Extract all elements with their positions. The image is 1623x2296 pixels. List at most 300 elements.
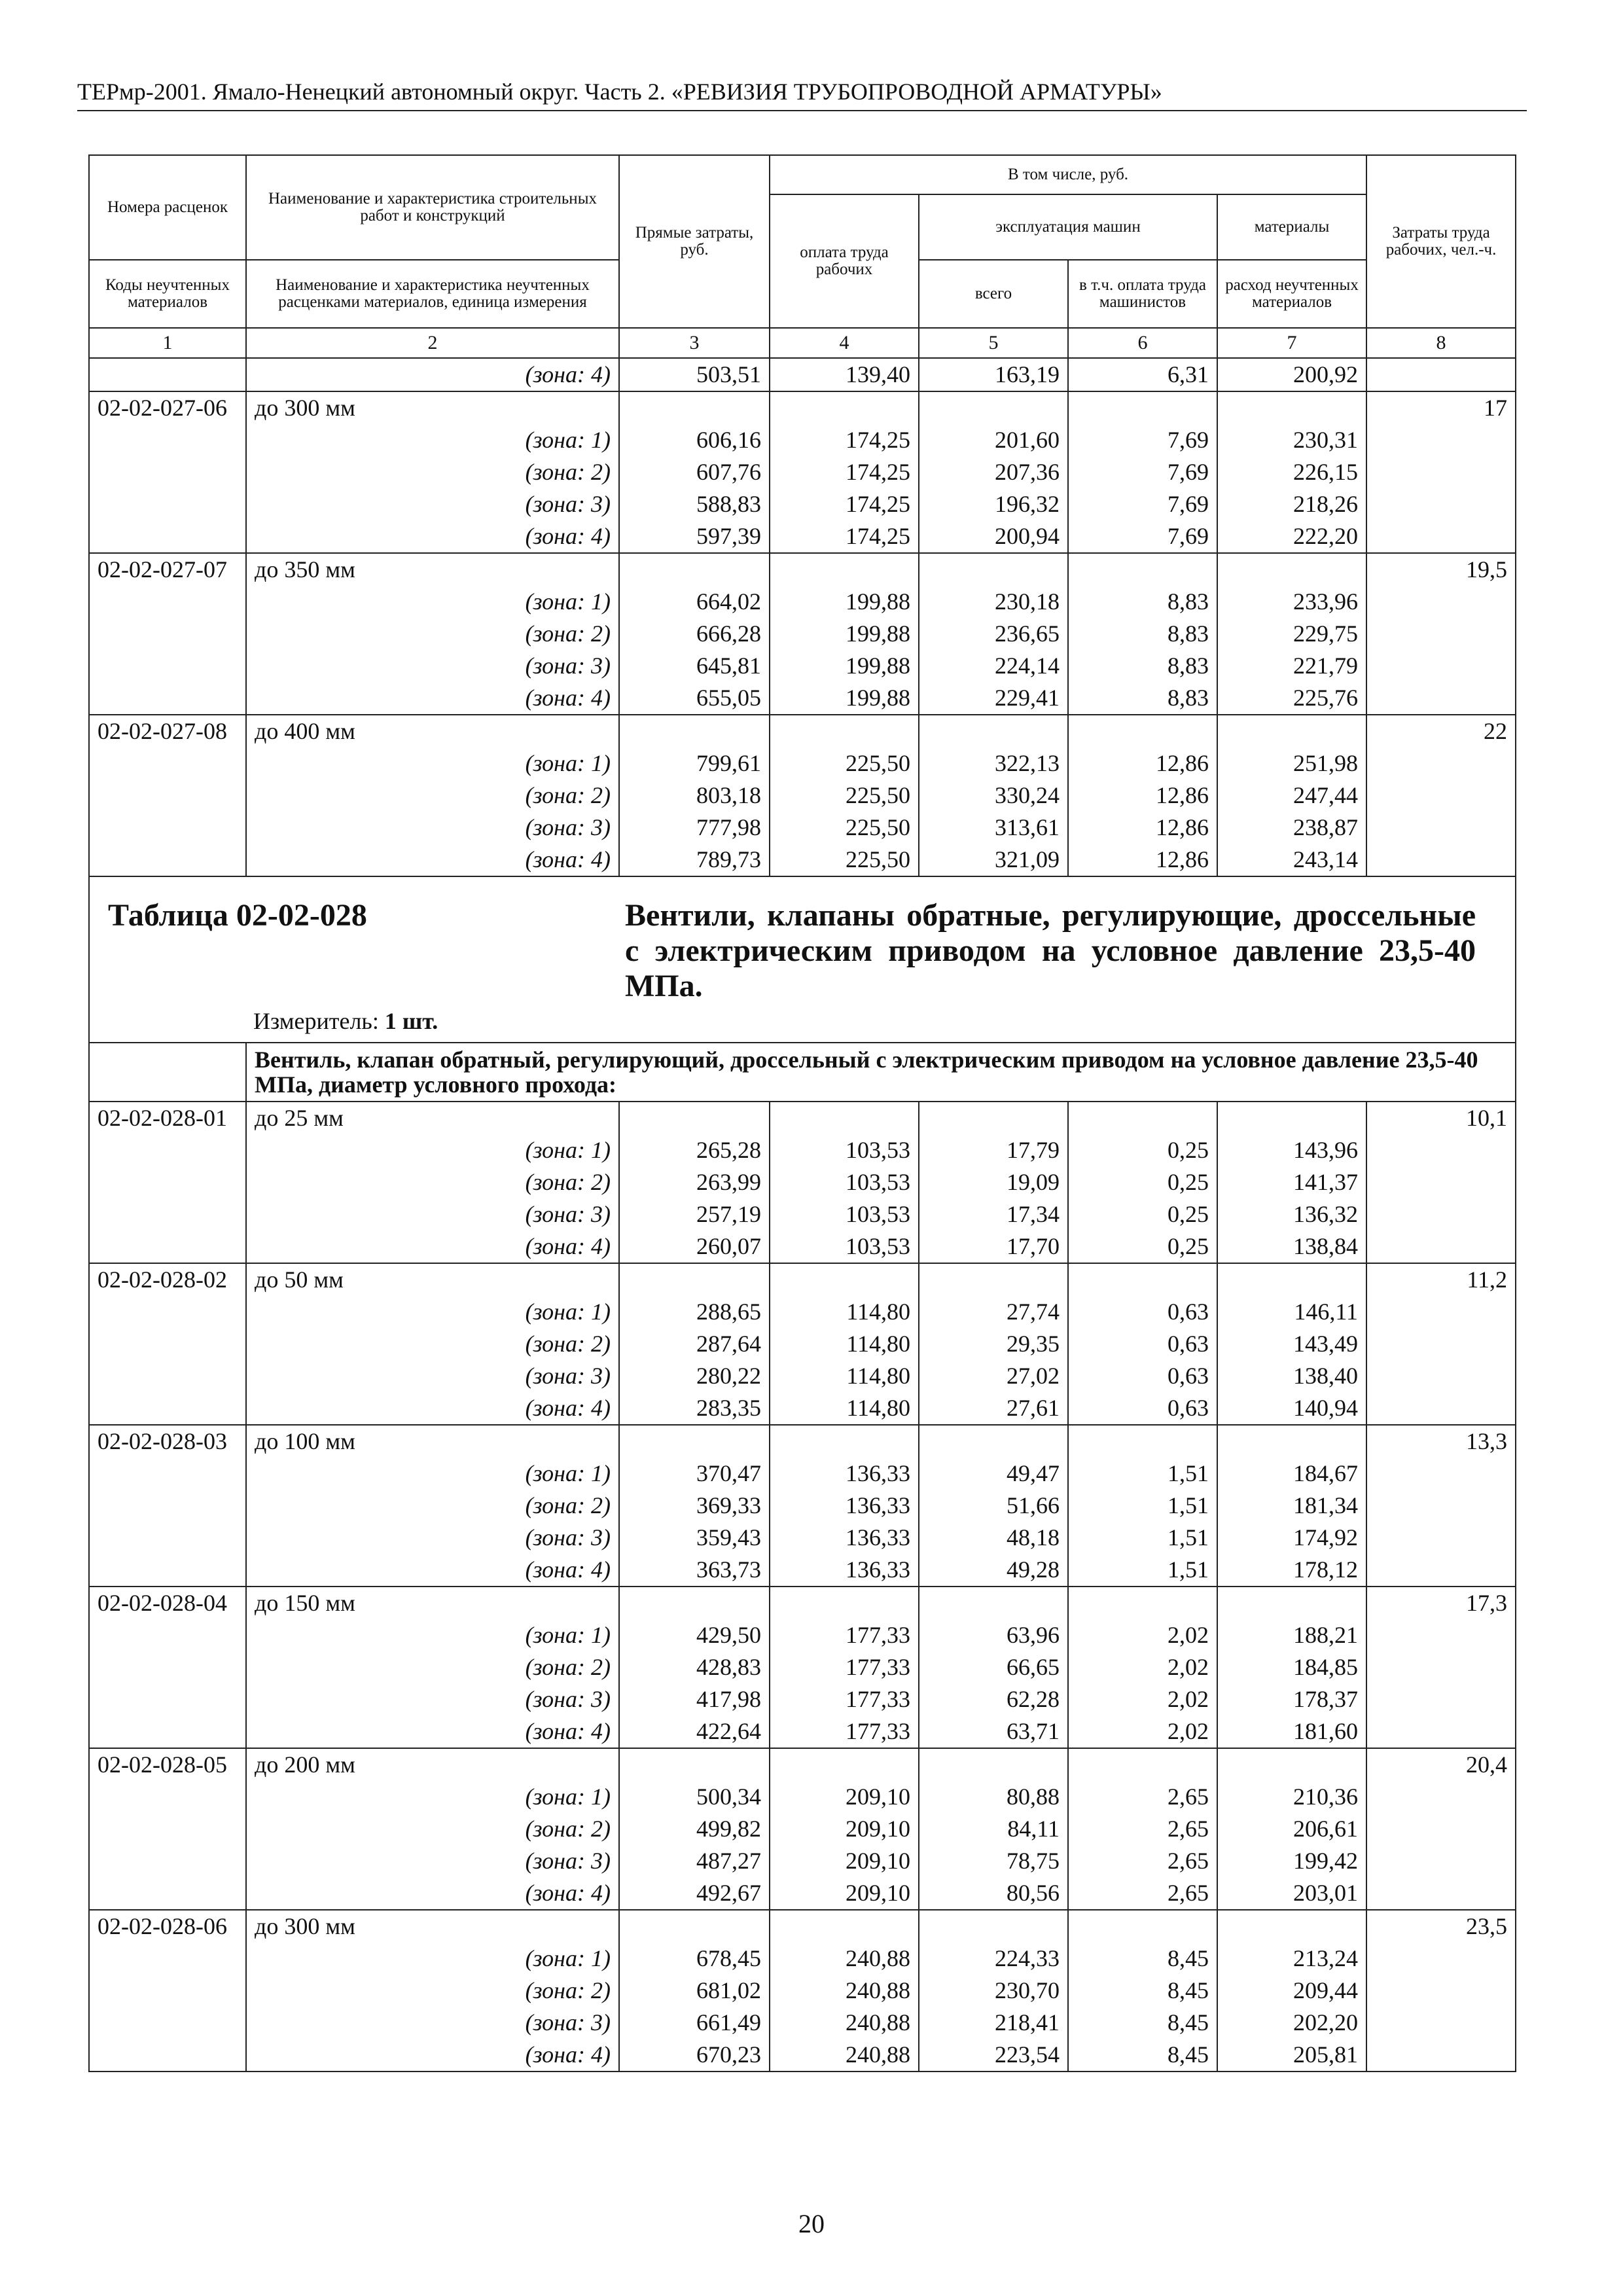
zone-row	[89, 520, 1516, 553]
zone-label: (зона: 3)	[246, 1683, 619, 1715]
value-cell: 2,65	[1068, 1781, 1217, 1813]
value-cell: 49,28	[919, 1554, 1068, 1587]
rate-group-header-row	[89, 553, 1516, 586]
zone-row	[89, 682, 1516, 715]
column-number: 7	[1217, 328, 1366, 358]
value-cell: 280,22	[619, 1360, 770, 1392]
value-cell: 251,98	[1217, 747, 1366, 780]
continuation-row	[89, 358, 1516, 391]
table-title-block	[89, 876, 1516, 1043]
column-number: 4	[770, 328, 919, 358]
header-codes-bottom: Коды неучтенных материалов	[89, 260, 246, 328]
labor-cost: 13,3	[1366, 1425, 1516, 1458]
labor-cost: 17,3	[1366, 1587, 1516, 1619]
value-cell: 661,49	[619, 2007, 770, 2039]
value-cell: 103,53	[770, 1134, 919, 1166]
value-cell: 209,10	[770, 1781, 919, 1813]
value-cell: 1,51	[1068, 1522, 1217, 1554]
groups-after	[89, 1102, 1516, 2072]
value-cell: 238,87	[1217, 812, 1366, 844]
header-machines: эксплуатация машин	[919, 194, 1217, 260]
zone-label: (зона: 2)	[246, 1490, 619, 1522]
zone-row	[89, 1328, 1516, 1360]
zone-label: (зона: 4)	[246, 1715, 619, 1748]
value-cell: 2,65	[1068, 1845, 1217, 1877]
zone-label: (зона: 4)	[246, 682, 619, 715]
value-cell: 209,10	[770, 1877, 919, 1910]
zone-row	[89, 488, 1516, 520]
value-cell: 199,88	[770, 682, 919, 715]
header-machinist-wages: в т.ч. оплата труда машинистов	[1068, 260, 1217, 328]
zone-label: (зона: 2)	[246, 780, 619, 812]
value-cell: 103,53	[770, 1198, 919, 1230]
value-cell: 606,16	[619, 424, 770, 456]
value-cell: 670,23	[619, 2039, 770, 2072]
value-cell: 370,47	[619, 1458, 770, 1490]
zone-row	[89, 1651, 1516, 1683]
value-cell: 422,64	[619, 1715, 770, 1748]
value-cell: 0,25	[1068, 1198, 1217, 1230]
rate-code: 02-02-027-07	[89, 553, 246, 586]
value-cell: 138,40	[1217, 1360, 1366, 1392]
value-cell: 174,25	[770, 488, 919, 520]
value-cell: 141,37	[1217, 1166, 1366, 1198]
value-cell: 429,50	[619, 1619, 770, 1651]
value-cell: 136,33	[770, 1522, 919, 1554]
zone-label: (зона: 3)	[246, 2007, 619, 2039]
value-cell: 63,71	[919, 1715, 1068, 1748]
labor-cost: 20,4	[1366, 1748, 1516, 1781]
value-cell: 12,86	[1068, 812, 1217, 844]
value-cell: 240,88	[770, 2039, 919, 2072]
meter-value: 1 шт.	[384, 1008, 438, 1034]
value-cell: 114,80	[770, 1296, 919, 1328]
zone-label: (зона: 3)	[246, 1522, 619, 1554]
value-cell: 199,88	[770, 618, 919, 650]
rate-code: 02-02-027-06	[89, 391, 246, 424]
zone-label: (зона: 3)	[246, 1198, 619, 1230]
zone-row	[89, 618, 1516, 650]
value-cell: 229,75	[1217, 618, 1366, 650]
zone-label: (зона: 2)	[246, 456, 619, 488]
zone-row	[89, 1781, 1516, 1813]
value-cell: 263,99	[619, 1166, 770, 1198]
rate-name: до 350 мм	[246, 553, 619, 586]
column-number: 6	[1068, 328, 1217, 358]
zone-row	[89, 1845, 1516, 1877]
rate-group-header-row	[89, 1263, 1516, 1296]
rates-table	[88, 154, 1516, 2072]
zone-row	[89, 1877, 1516, 1910]
header-including: В том числе, руб.	[770, 155, 1366, 194]
value-cell: 225,76	[1217, 682, 1366, 715]
value-cell: 136,33	[770, 1554, 919, 1587]
value-cell: 199,88	[770, 650, 919, 682]
value-cell: 417,98	[619, 1683, 770, 1715]
value-cell: 283,35	[619, 1392, 770, 1425]
rate-group-header-row	[89, 391, 1516, 424]
value-cell: 218,26	[1217, 488, 1366, 520]
value-cell: 1,51	[1068, 1554, 1217, 1587]
value-cell: 209,44	[1217, 1975, 1366, 2007]
rate-name: до 150 мм	[246, 1587, 619, 1619]
value-cell: 48,18	[919, 1522, 1068, 1554]
rate-group-header-row	[89, 1587, 1516, 1619]
value-cell: 188,21	[1217, 1619, 1366, 1651]
zone-row	[89, 1943, 1516, 1975]
value-cell: 78,75	[919, 1845, 1068, 1877]
value-cell: 224,33	[919, 1943, 1068, 1975]
value-cell: 174,25	[770, 456, 919, 488]
value-cell: 236,65	[919, 618, 1068, 650]
value-cell: 143,49	[1217, 1328, 1366, 1360]
header-materials: материалы	[1217, 194, 1366, 260]
zone-label: (зона: 1)	[246, 1943, 619, 1975]
rate-name: до 100 мм	[246, 1425, 619, 1458]
column-number: 2	[246, 328, 619, 358]
zone-label: (зона: 1)	[246, 1296, 619, 1328]
value-cell: 0,25	[1068, 1134, 1217, 1166]
labor-cost: 17	[1366, 391, 1516, 424]
value-cell: 7,69	[1068, 488, 1217, 520]
value-cell: 174,25	[770, 520, 919, 553]
value-cell: 0,63	[1068, 1392, 1217, 1425]
header-direct-costs: Прямые затраты, руб.	[619, 155, 770, 328]
zone-row	[89, 1813, 1516, 1845]
value-cell: 184,85	[1217, 1651, 1366, 1683]
zone-row	[89, 1198, 1516, 1230]
value-cell: 209,10	[770, 1845, 919, 1877]
group-title-row	[89, 1043, 1516, 1102]
zone-row	[89, 456, 1516, 488]
value-cell: 0,63	[1068, 1328, 1217, 1360]
zone-row	[89, 1230, 1516, 1263]
rate-group-header-row	[89, 1910, 1516, 1943]
page-running-header: ТЕРмр-2001. Ямало-Ненецкий автономный округ. Часть 2. «РЕВИЗИЯ ТРУБОПРОВОДНОЙ АРМАТУРЫ»	[77, 77, 1527, 111]
zone-row	[89, 1619, 1516, 1651]
value-cell: 80,88	[919, 1781, 1068, 1813]
value-cell: 84,11	[919, 1813, 1068, 1845]
value-cell: 49,47	[919, 1458, 1068, 1490]
rate-name: до 300 мм	[246, 1910, 619, 1943]
group-title: Вентиль, клапан обратный, регулирующий, дроссельный с электрическим приводом на условное давление 23,5-40 МПа, диаметр условного прохода:	[246, 1043, 1516, 1102]
value-cell: 225,50	[770, 844, 919, 876]
zone-row	[89, 650, 1516, 682]
value-cell: 229,41	[919, 682, 1068, 715]
value-cell: 664,02	[619, 586, 770, 618]
table-description: Вентили, клапаны обратные, регулирующие, дроссельные с электрическим приводом на условное давление 23,5-40 МПа.	[625, 898, 1476, 1003]
zone-label: (зона: 2)	[246, 1813, 619, 1845]
value-cell: 0,63	[1068, 1296, 1217, 1328]
zone-label: (зона: 2)	[246, 1166, 619, 1198]
column-number: 1	[89, 328, 246, 358]
value-cell: 103,53	[770, 1166, 919, 1198]
zone-label: (зона: 4)	[246, 520, 619, 553]
value-cell: 140,94	[1217, 1392, 1366, 1425]
value-cell: 777,98	[619, 812, 770, 844]
value-cell: 12,86	[1068, 780, 1217, 812]
value-cell: 492,67	[619, 1877, 770, 1910]
value-cell: 8,83	[1068, 650, 1217, 682]
value-cell: 205,81	[1217, 2039, 1366, 2072]
value-cell: 288,65	[619, 1296, 770, 1328]
zone-row	[89, 812, 1516, 844]
value-cell: 199,42	[1217, 1845, 1366, 1877]
value-cell: 7,69	[1068, 520, 1217, 553]
table-meter	[253, 1008, 438, 1034]
page-number: 20	[798, 2209, 825, 2238]
zone-label: (зона: 3)	[246, 812, 619, 844]
zone-row	[89, 2007, 1516, 2039]
value-cell: 588,83	[619, 488, 770, 520]
value-cell: 240,88	[770, 1943, 919, 1975]
zone-row	[89, 780, 1516, 812]
rate-code: 02-02-028-02	[89, 1263, 246, 1296]
zone-label: (зона: 4)	[246, 844, 619, 876]
value-cell: 247,44	[1217, 780, 1366, 812]
value-cell: 63,96	[919, 1619, 1068, 1651]
rate-group-header-row	[89, 1425, 1516, 1458]
header-labor-costs: Затраты труда рабочих, чел.-ч.	[1366, 155, 1516, 328]
value-cell: 8,45	[1068, 1975, 1217, 2007]
table-title-row	[89, 876, 1516, 1043]
value-cell: 199,88	[770, 586, 919, 618]
header-name-bottom: Наименование и характеристика неучтенных расценками материалов, единица измерения	[246, 260, 619, 328]
value-cell: 29,35	[919, 1328, 1068, 1360]
value-cell: 240,88	[770, 1975, 919, 2007]
zone-row	[89, 1522, 1516, 1554]
zone-label: (зона: 1)	[246, 1781, 619, 1813]
zone-label: (зона: 2)	[246, 1328, 619, 1360]
labor-cost: 10,1	[1366, 1102, 1516, 1134]
zone-row	[89, 747, 1516, 780]
value-cell: 17,70	[919, 1230, 1068, 1263]
value-cell: 499,82	[619, 1813, 770, 1845]
value-cell: 2,65	[1068, 1877, 1217, 1910]
value-cell: 2,02	[1068, 1619, 1217, 1651]
value-cell: 200,94	[919, 520, 1068, 553]
value-cell: 265,28	[619, 1134, 770, 1166]
value-cell: 6,31	[1068, 358, 1217, 391]
value-cell: 226,15	[1217, 456, 1366, 488]
value-cell: 428,83	[619, 1651, 770, 1683]
value-cell: 0,63	[1068, 1360, 1217, 1392]
zone-row	[89, 1715, 1516, 1748]
value-cell: 8,45	[1068, 2039, 1217, 2072]
value-cell: 200,92	[1217, 358, 1366, 391]
rate-group-header-row	[89, 715, 1516, 747]
value-cell: 177,33	[770, 1651, 919, 1683]
value-cell: 181,34	[1217, 1490, 1366, 1522]
value-cell: 225,50	[770, 812, 919, 844]
value-cell: 8,83	[1068, 586, 1217, 618]
column-number: 5	[919, 328, 1068, 358]
zone-row	[89, 844, 1516, 876]
value-cell: 8,45	[1068, 1943, 1217, 1975]
value-cell: 2,65	[1068, 1813, 1217, 1845]
zone-row	[89, 1490, 1516, 1522]
rate-code: 02-02-028-03	[89, 1425, 246, 1458]
zone-row	[89, 1360, 1516, 1392]
zone-row	[89, 1975, 1516, 2007]
value-cell: 178,12	[1217, 1554, 1366, 1587]
zone-row	[89, 586, 1516, 618]
meter-label: Измеритель:	[253, 1008, 379, 1034]
value-cell: 1,51	[1068, 1490, 1217, 1522]
value-cell: 645,81	[619, 650, 770, 682]
value-cell: 114,80	[770, 1392, 919, 1425]
labor-cost: 23,5	[1366, 1910, 1516, 1943]
zone-label: (зона: 4)	[246, 358, 619, 391]
value-cell: 678,45	[619, 1943, 770, 1975]
value-cell: 500,34	[619, 1781, 770, 1813]
header-row-1	[89, 155, 1516, 194]
value-cell: 313,61	[919, 812, 1068, 844]
value-cell: 174,92	[1217, 1522, 1366, 1554]
value-cell: 0,25	[1068, 1230, 1217, 1263]
zone-label: (зона: 3)	[246, 1845, 619, 1877]
zone-label: (зона: 1)	[246, 1619, 619, 1651]
rate-code: 02-02-027-08	[89, 715, 246, 747]
value-cell: 213,24	[1217, 1943, 1366, 1975]
rate-code: 02-02-028-04	[89, 1587, 246, 1619]
value-cell: 666,28	[619, 618, 770, 650]
zone-row	[89, 1166, 1516, 1198]
value-cell: 184,67	[1217, 1458, 1366, 1490]
value-cell: 146,11	[1217, 1296, 1366, 1328]
value-cell: 51,66	[919, 1490, 1068, 1522]
value-cell: 177,33	[770, 1715, 919, 1748]
value-cell: 27,61	[919, 1392, 1068, 1425]
value-cell: 8,83	[1068, 618, 1217, 650]
value-cell: 80,56	[919, 1877, 1068, 1910]
header-wages: оплата труда рабочих	[770, 194, 919, 328]
value-cell: 138,84	[1217, 1230, 1366, 1263]
value-cell: 114,80	[770, 1328, 919, 1360]
zone-row	[89, 1683, 1516, 1715]
value-cell: 260,07	[619, 1230, 770, 1263]
value-cell: 174,25	[770, 424, 919, 456]
value-cell: 136,33	[770, 1458, 919, 1490]
zone-label: (зона: 1)	[246, 747, 619, 780]
column-number: 3	[619, 328, 770, 358]
value-cell: 221,79	[1217, 650, 1366, 682]
zone-label: (зона: 4)	[246, 1230, 619, 1263]
value-cell: 136,32	[1217, 1198, 1366, 1230]
value-cell: 12,86	[1068, 844, 1217, 876]
value-cell: 225,50	[770, 780, 919, 812]
value-cell: 369,33	[619, 1490, 770, 1522]
value-cell: 655,05	[619, 682, 770, 715]
value-cell: 799,61	[619, 747, 770, 780]
value-cell: 8,83	[1068, 682, 1217, 715]
value-cell: 207,36	[919, 456, 1068, 488]
value-cell: 243,14	[1217, 844, 1366, 876]
value-cell: 597,39	[619, 520, 770, 553]
header-machines-total: всего	[919, 260, 1068, 328]
value-cell: 359,43	[619, 1522, 770, 1554]
value-cell: 143,96	[1217, 1134, 1366, 1166]
zone-label: (зона: 4)	[246, 1392, 619, 1425]
value-cell: 503,51	[619, 358, 770, 391]
zone-row	[89, 424, 1516, 456]
value-cell: 62,28	[919, 1683, 1068, 1715]
zone-label: (зона: 1)	[246, 424, 619, 456]
zone-row	[89, 2039, 1516, 2072]
value-cell: 363,73	[619, 1554, 770, 1587]
value-cell: 222,20	[1217, 520, 1366, 553]
value-cell: 287,64	[619, 1328, 770, 1360]
value-cell: 66,65	[919, 1651, 1068, 1683]
value-cell: 177,33	[770, 1683, 919, 1715]
value-cell: 114,80	[770, 1360, 919, 1392]
zone-label: (зона: 3)	[246, 488, 619, 520]
zone-label: (зона: 2)	[246, 1975, 619, 2007]
value-cell: 163,19	[919, 358, 1068, 391]
value-cell: 203,01	[1217, 1877, 1366, 1910]
rate-code: 02-02-028-06	[89, 1910, 246, 1943]
header-materials-consumption: расход неучтенных материалов	[1217, 260, 1366, 328]
column-numbers-row	[89, 328, 1516, 358]
value-cell: 210,36	[1217, 1781, 1366, 1813]
rate-name: до 400 мм	[246, 715, 619, 747]
zone-label: (зона: 2)	[246, 618, 619, 650]
value-cell: 178,37	[1217, 1683, 1366, 1715]
value-cell: 225,50	[770, 747, 919, 780]
value-cell: 19,09	[919, 1166, 1068, 1198]
value-cell: 322,13	[919, 747, 1068, 780]
zone-label: (зона: 4)	[246, 1554, 619, 1587]
zone-row	[89, 1392, 1516, 1425]
value-cell: 8,45	[1068, 2007, 1217, 2039]
value-cell: 330,24	[919, 780, 1068, 812]
zone-label: (зона: 3)	[246, 1360, 619, 1392]
value-cell: 230,70	[919, 1975, 1068, 2007]
value-cell: 223,54	[919, 2039, 1068, 2072]
zone-label: (зона: 4)	[246, 1877, 619, 1910]
value-cell: 2,02	[1068, 1715, 1217, 1748]
zone-row	[89, 1554, 1516, 1587]
value-cell: 789,73	[619, 844, 770, 876]
rate-code: 02-02-028-01	[89, 1102, 246, 1134]
zone-row	[89, 1458, 1516, 1490]
rate-code: 02-02-028-05	[89, 1748, 246, 1781]
header-codes-top: Номера расценок	[89, 155, 246, 260]
labor-cost: 11,2	[1366, 1263, 1516, 1296]
value-cell: 12,86	[1068, 747, 1217, 780]
value-cell: 233,96	[1217, 586, 1366, 618]
zone-label: (зона: 3)	[246, 650, 619, 682]
value-cell: 202,20	[1217, 2007, 1366, 2039]
rate-group-header-row	[89, 1748, 1516, 1781]
zone-label: (зона: 1)	[246, 1134, 619, 1166]
zone-label: (зона: 4)	[246, 2039, 619, 2072]
value-cell: 17,79	[919, 1134, 1068, 1166]
zone-row	[89, 1296, 1516, 1328]
value-cell: 681,02	[619, 1975, 770, 2007]
value-cell: 103,53	[770, 1230, 919, 1263]
value-cell: 27,02	[919, 1360, 1068, 1392]
value-cell: 7,69	[1068, 456, 1217, 488]
value-cell: 803,18	[619, 780, 770, 812]
value-cell: 27,74	[919, 1296, 1068, 1328]
value-cell: 181,60	[1217, 1715, 1366, 1748]
value-cell: 177,33	[770, 1619, 919, 1651]
value-cell: 17,34	[919, 1198, 1068, 1230]
zone-row	[89, 1134, 1516, 1166]
value-cell: 487,27	[619, 1845, 770, 1877]
value-cell: 7,69	[1068, 424, 1217, 456]
